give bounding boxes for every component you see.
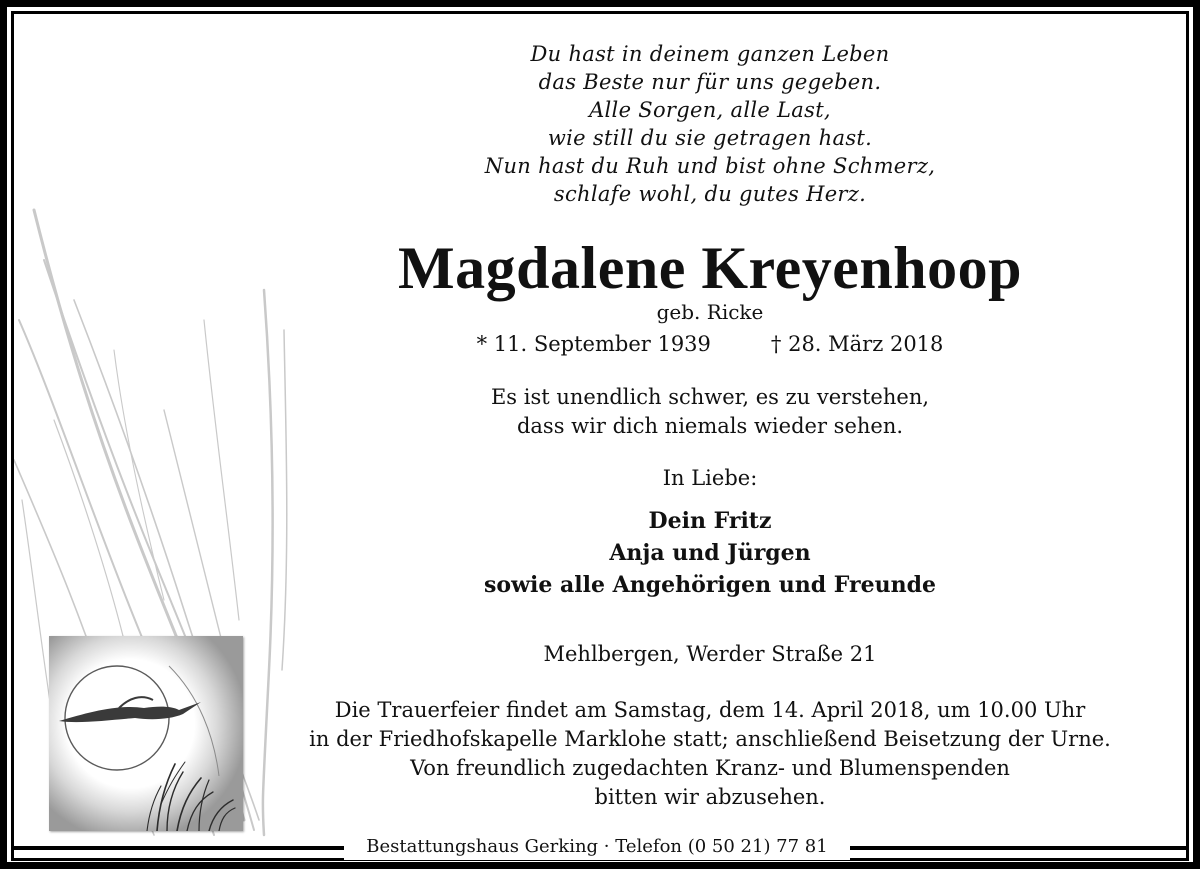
service-line: Die Trauerfeier findet am Samstag, dem 14. April 2018, um 10.00 Uhr xyxy=(334,698,1086,722)
service-info xyxy=(260,696,1160,812)
life-dates xyxy=(260,330,1160,358)
verse-line: dass wir dich niemals wieder sehen. xyxy=(516,414,904,438)
address: Mehlbergen, Werder Straße 21 xyxy=(543,642,877,666)
service-line: bitten wir abzusehen. xyxy=(594,785,826,809)
mourner-line: sowie alle Angehörigen und Freunde xyxy=(484,572,936,598)
poem-line: Du hast in deinem ganzen Leben xyxy=(530,42,890,66)
mourner-line: Dein Fritz xyxy=(648,508,772,534)
heron-moon-illustration xyxy=(49,636,243,831)
deceased-name: Magdalene Kreyenhoop xyxy=(398,235,1022,301)
poem-line: Alle Sorgen, alle Last, xyxy=(589,98,831,122)
mourner-line: Anja und Jürgen xyxy=(609,540,811,566)
poem-line: wie still du sie getragen hast. xyxy=(547,126,873,150)
verse-line: Es ist unendlich schwer, es zu verstehen, xyxy=(490,385,930,409)
footer-rule xyxy=(14,846,344,850)
love-label: In Liebe: xyxy=(662,466,758,490)
birth-date: * 11. September 1939 xyxy=(476,332,711,356)
service-line: in der Friedhofskapelle Marklohe statt; anschließend Beisetzung der Urne. xyxy=(309,727,1111,751)
verse xyxy=(260,383,1160,441)
poem-line: schlafe wohl, du gutes Herz. xyxy=(553,182,867,206)
maiden-name: geb. Ricke xyxy=(656,300,764,324)
poem xyxy=(260,40,1160,208)
poem-line: Nun hast du Ruh und bist ohne Schmerz, xyxy=(484,154,936,178)
poem-line: das Beste nur für uns gegeben. xyxy=(538,70,882,94)
footer-rule xyxy=(850,846,1187,850)
mourners xyxy=(260,505,1160,601)
funeral-home-footer: Bestattungshaus Gerking · Telefon (0 50 21) 77 81 xyxy=(344,834,850,860)
death-date: † 28. März 2018 xyxy=(770,332,944,356)
service-line: Von freundlich zugedachten Kranz- und Blumenspenden xyxy=(410,756,1010,780)
